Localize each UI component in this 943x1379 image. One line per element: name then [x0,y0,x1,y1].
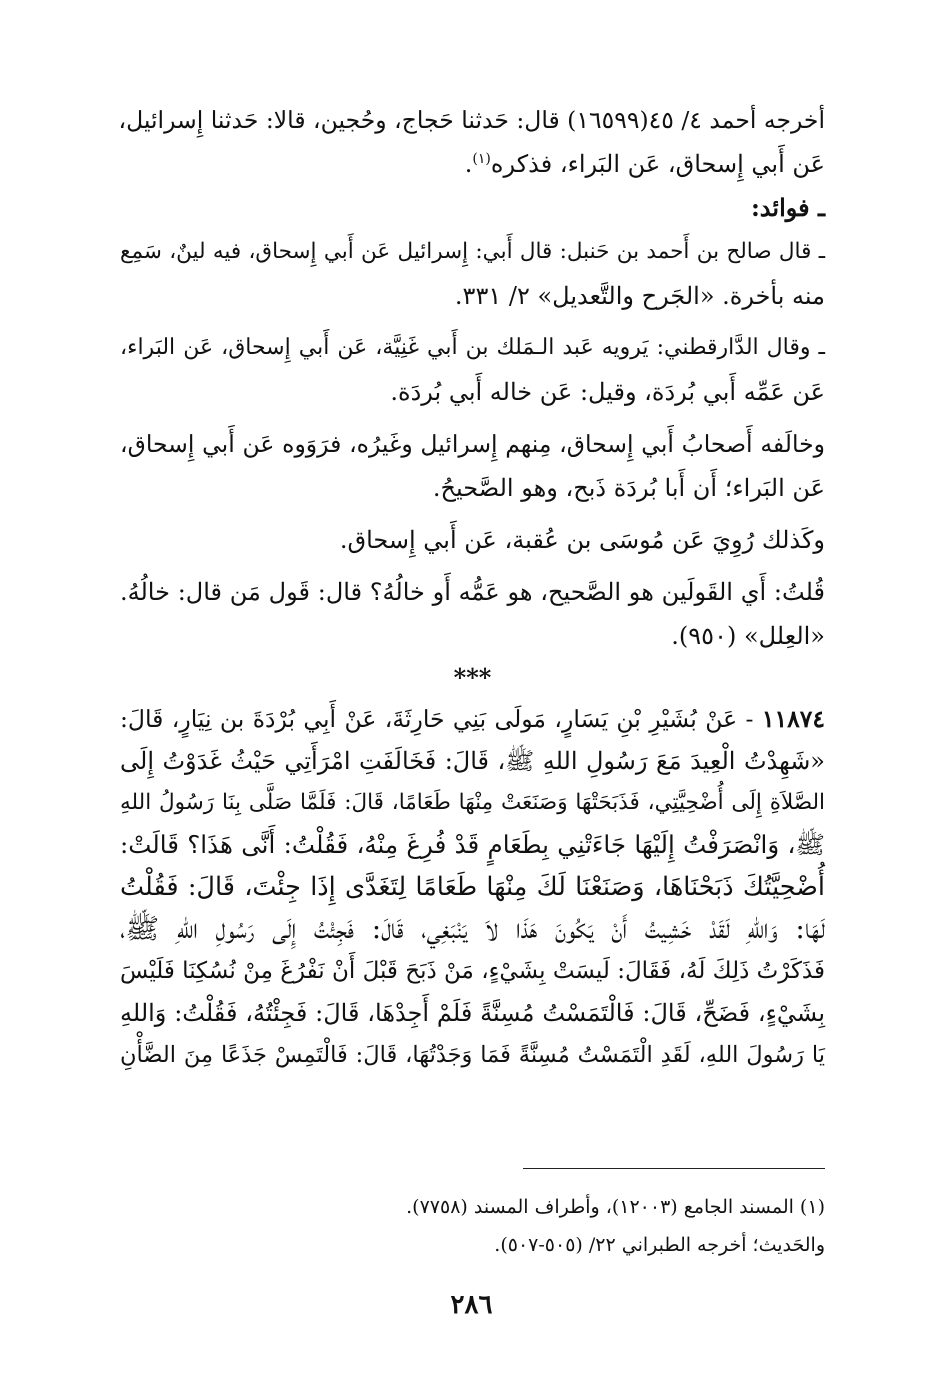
paragraph-salih-line-2: منه بأخرة. «الجَرح والتَّعديل» ٢/ ٣٣١. [454,282,825,310]
footnote-1-continued: والحَديث؛ أخرجه الطبراني ٢٢/ (٥٠٥-٥٠٧). [494,1234,825,1256]
takhrij-period: . [464,150,473,178]
paragraph-gap [120,562,825,570]
footnotes [120,1188,825,1264]
hadith-line-6: لَهَا: وَاللهِ لَقَدْ خَشِيتُ أَنْ يَكُونَ هَذَا لاَ يَنْبَغِي، قَالَ: فَجِئْتُ إِلَى رَسُولِ اللهِ ﷺ، [120,912,825,945]
hadith-line-8: بِشَيْءٍ، فَضَحِّ، قَالَ: فَالْتَمَسْتُ مُسِنَّةً فَلَمْ أَجِدْهَا، قَالَ: فَجِئْتُهُ، فَقُلْتُ: وَاللهِ [120,999,825,1027]
paragraph-gap [120,318,825,326]
paragraph-takhrij-line-2 [120,142,825,186]
hadith-line-4: ﷺ، وَانْصَرَفْتُ إِلَيْهَا جَاءَتْنِي بِطَعَامٍ قَدْ فُرِغَ مِنْهُ، فَقُلْتُ: أَنَّى هَذَا؟ قَالَتْ: [120,830,825,859]
footnote-reference: (١) [472,151,491,167]
page-number: ٢٨٦ [450,1290,493,1320]
takhrij-text: عَن أَبي إِسحاق، عَن البَراء، فذكره [490,150,825,178]
hadith-line-5: أُضْحِيَّتُكَ ذَبَحْنَاهَا، وَصَنَعْنَا لَكَ مِنْهَا طَعَامًا لِتَغَدَّى إِذَا جِئْتَ، قَالَ: فَقُلْتُ [120,872,825,902]
fawaid-heading: ـ فوائد: [750,193,825,222]
hadith-line-3: الصَّلاَةِ إِلَى أُضْحِيَّتِي، فَذَبَحَتْهَا وَصَنَعَتْ مِنْهَا طَعَامًا، قَالَ: فَلَمَّا صَلَّى بِنَا رَسُولُ اللهِ [120,790,825,815]
hadith-number: ١١٨٧٤ [761,705,825,733]
hadith-line-2: «شَهِدْتُ الْعِيدَ مَعَ رَسُولِ اللهِ ﷺ، قَالَ: فَخَالَفَتِ امْرَأَتِي حَيْثُ غَدَوْتُ إِلَى [120,747,825,775]
paragraph-qultu-line-2: «العِلل» (٩٥٠). [671,622,825,650]
paragraph-daraqutni-line-1: ـ وقال الدَّارقطني: يَرويه عَبد الـمَلك بن أَبي غَنِيَّة، عَن أَبي إِسحاق، عَن البَراء، [120,335,825,360]
hadith-line-7: فَذَكَرْتُ ذَلِكَ لَهُ، فَقَالَ: لَيسَتْ بِشَيْءٍ، مَنْ ذَبَحَ قَبْلَ أَنْ نَفْرُغَ مِنْ نُسُكِنَا فَلَيْسَ [120,958,825,984]
paragraph-gap [120,414,825,422]
paragraph-gap [120,510,825,518]
paragraph-takhrij-line-1: أخرجه أحمد ٤/ ٤٥(١٦٥٩٩) قال: حَدثنا حَجاج، وحُجين، قالا: حَدثنا إِسرائيل، [118,106,825,134]
footnote-1: (١) المسند الجامع (١٢٠٠٣)، وأطراف المسند (٧٧٥٨). [406,1196,825,1218]
paragraph-khalafahu-line-2: عَن البَراء؛ أَن أَبا بُردَة ذَبح، وهو الصَّحيحُ. [432,474,825,502]
hadith-block [120,698,825,1076]
paragraph-musa-line: وكَذلك رُوِيَ عَن مُوسَى بن عُقبة، عَن أَبي إِسحاق. [339,526,825,554]
footnote-divider [523,1168,825,1169]
main-text [120,98,825,1076]
hadith-line-9: يَا رَسُولَ اللهِ، لَقَدِ الْتَمَسْتُ مُسِنَّةً فَمَا وَجَدْتُهَا، قَالَ: فَالْتَمِسْ جَذَعًا مِنَ الضَّأْنِ [120,1042,825,1068]
paragraph-khalafahu-line-1: وخالَفه أَصحابُ أَبي إِسحاق، مِنهم إِسرائيل وغَيرُه، فرَوَوه عَن أَبي إِسحاق، [120,430,825,458]
paragraph-daraqutni-line-2: عَن عَمِّه أَبي بُردَة، وقيل: عَن خاله أَبي بُردَة. [390,378,825,406]
paragraph-qultu-line-1: قُلتُ: أَي القَولَين هو الصَّحيح، هو عَمُّه أَو خالُهُ؟ قال: قَول مَن قال: خالُهُ. [120,578,826,606]
paragraph-salih-line-1: ـ قال صالح بن أَحمد بن حَنبل: قال أَبي: إِسرائيل عَن أَبي إِسحاق، فيه لينٌ، سَمِع [120,239,825,264]
section-separator: *** [453,663,492,692]
hadith-line-1 [120,698,825,740]
hadith-isnad: - عَنْ بُشَيْرِ بْنِ يَسَارٍ، مَولَى بَنِي حَارِثَةَ، عَنْ أَبِي بُرْدَةَ بن نِيَارٍ، قَالَ: [120,705,754,733]
